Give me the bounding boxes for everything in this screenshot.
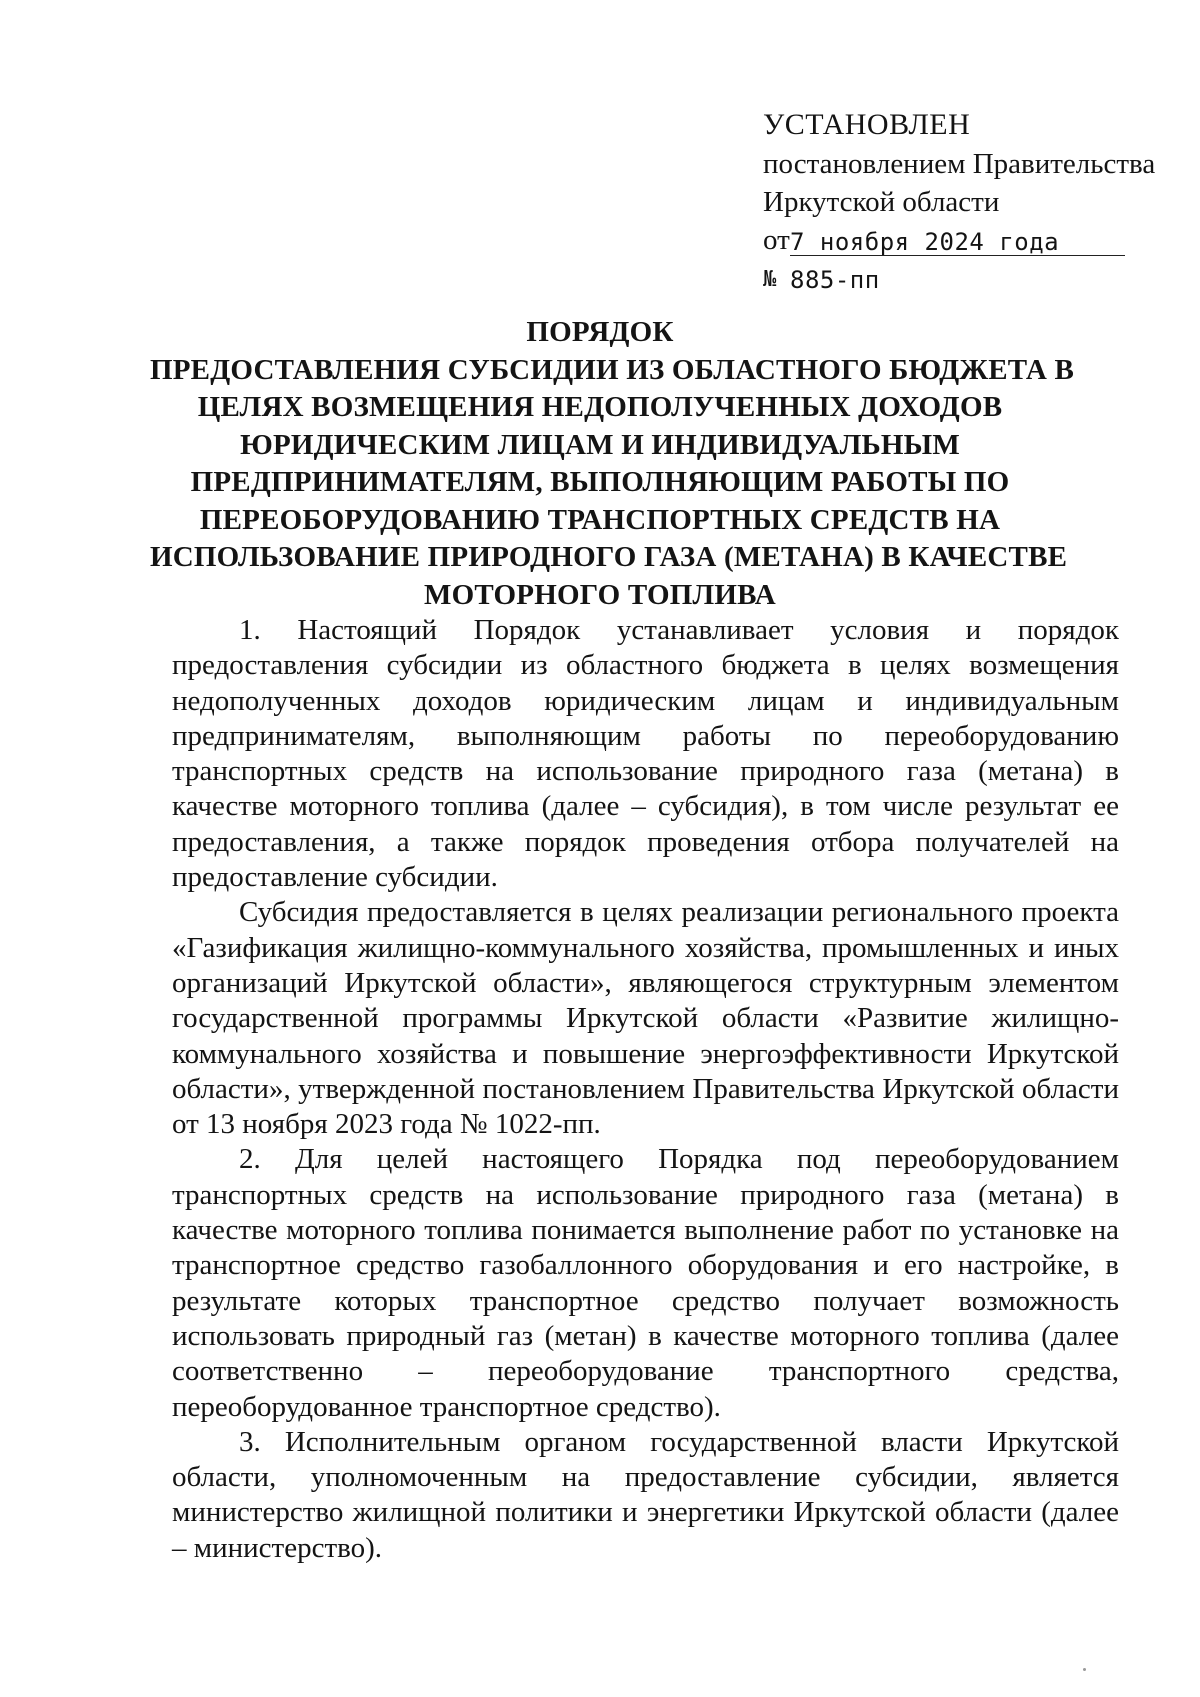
document-body [172,613,1119,1566]
approval-date-prefix: от [763,224,790,256]
title-line: ПОРЯДОК [526,316,674,348]
approval-stamp-block [763,106,1156,295]
title-line: ПРЕДПРИНИМАТЕЛЯМ, ВЫПОЛНЯЮЩИМ РАБОТЫ ПО [190,466,1010,498]
paragraph-1: 1. Настоящий Порядок устанавливает условия и порядок предоставления субсидии из областного бюджета в целях возмещения недополученных доходов юридическим лицам и индивидуальным предпринимателям, выполняющим работы по переоборудованию транспортных средств на использование природного газа (метана) в качестве моторного топлива (далее – субсидия), в том числе результат ее предоставления, а также порядок проведения отбора получателей на предоставление субсидии. [172,614,1119,894]
paragraph-1-subsidy-purpose: Субсидия предоставляется в целях реализации регионального проекта «Газификация жилищно-коммунального хозяйства, промышленных и иных организаций Иркутской области», являющегося структурным элементом государственной программы Иркутской области «Развитие жилищно-коммунального хозяйства и повышение энергоэффективности Иркутской области», утвержденной постановлением Правительства Иркутской области от 13 ноября 2023 года № 1022-пп. [172,896,1119,1141]
approval-number-value: 885-пп [790,266,880,294]
approval-authority-line: постановлением Правительства [763,148,1156,180]
approval-number-line [763,259,1143,295]
title-line: ПЕРЕОБОРУДОВАНИЮ ТРАНСПОРТНЫХ СРЕДСТВ НА [199,503,1001,536]
title-line: ПРЕДОСТАВЛЕНИЯ СУБСИДИИ ИЗ ОБЛАСТНОГО БЮДЖЕТА В [150,353,1075,386]
approval-date-line [763,221,1143,259]
paragraph-2: 2. Для целей настоящего Порядка под переоборудованием транспортных средств на использование природного газа (метана) в качестве моторного топлива понимается выполнение работ по установке на транспортное средство газобаллонного оборудования и его настройке, в результате которых транспортное средство получает возможность использовать природный газ (метан) в качестве моторного топлива (далее соответственно – переоборудование транспортного средства, переоборудованное транспортное средство). [172,1143,1119,1423]
approval-number-sign: № [763,267,777,292]
title-line: ЦЕЛЯХ ВОЗМЕЩЕНИЯ НЕДОПОЛУЧЕННЫХ ДОХОДОВ [197,391,1003,423]
paragraph-3: 3. Исполнительным органом государственной власти Иркутской области, уполномоченным на предоставление субсидии, является министерство жилищной политики и энергетики Иркутской области (далее – министерство). [172,1425,1119,1564]
title-line: ИСПОЛЬЗОВАНИЕ ПРИРОДНОГО ГАЗА (МЕТАНА) В КАЧЕСТВЕ [150,541,1068,573]
scan-speck [1083,1668,1086,1671]
title-line: МОТОРНОГО ТОПЛИВА [424,578,776,611]
approval-heading: УСТАНОВЛЕН [763,108,971,141]
approval-region-line: Иркутской области [763,186,1000,218]
document-title [150,314,1075,614]
title-line: ЮРИДИЧЕСКИМ ЛИЦАМ И ИНДИВИДУАЛЬНЫМ [240,428,960,461]
approval-date-value: 7 ноября 2024 года [790,228,1060,256]
approval-date-underline [790,255,1125,256]
